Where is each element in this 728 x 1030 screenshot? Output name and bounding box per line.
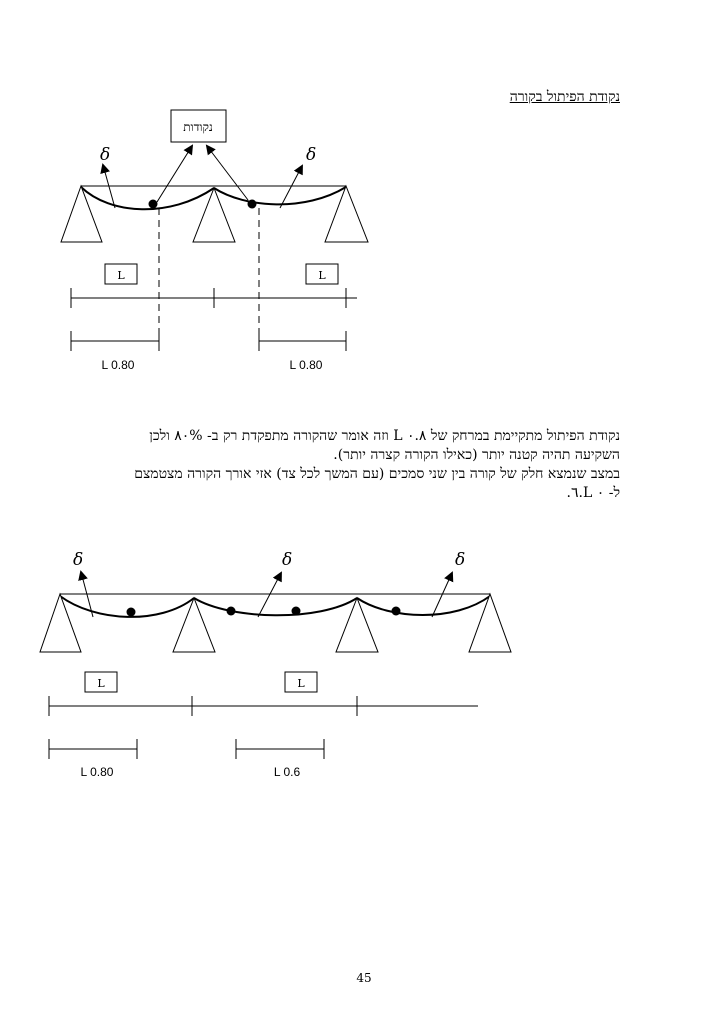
span-label: L [117,269,125,282]
inflection-point-marker [292,607,301,616]
paragraph-line: השקיעה תהיה קטנה יותר (כאילו הקורה קצרה יותר). [333,447,620,463]
deflection-curve [214,187,346,204]
inflection-point-marker [248,200,257,209]
inflection-point-marker [392,607,401,616]
delta-symbol: δ [306,145,317,165]
diagram-2 [40,550,511,779]
deflection-curve [357,596,490,615]
delta-arrow [258,573,281,617]
support-triangle [61,186,102,242]
paragraph-line: ל- L ۰.٦. [566,485,620,501]
support-triangle [40,594,81,652]
deflection-curve [81,187,214,209]
span-label: L [97,677,105,690]
delta-symbol: δ [282,550,293,570]
delta-arrow [280,166,302,208]
paragraph-line: נקודת הפיתול מתקיימת במרחק של L ۰.۸ וזה אומר שהקורה מתפקדת רק ב- ۸۰% ולכן [149,428,620,444]
explanation-paragraph [100,427,620,503]
delta-symbol: δ [455,550,466,570]
delta-arrow [432,573,452,617]
dimension-label: L 0.80 [101,358,135,372]
inflection-point-marker [227,607,236,616]
dimension-label: L 0.6 [273,765,301,779]
dimension-label: L 0.80 [289,358,323,372]
inflection-point-marker [149,200,158,209]
inflection-point-marker [127,608,136,617]
section-heading: נקודת הפיתול בקורה [509,89,620,105]
paragraph-line: במצב שנמצא חלק של קורה בין שני סמכים (עם המשך לכל צד) אזי אורך הקורה מצטמצם [134,466,620,482]
span-label: L [318,269,326,282]
span-label: L [297,677,305,690]
diagram-1 [61,110,368,372]
delta-symbol: δ [73,550,84,570]
dimension-label: L 0.80 [80,765,114,779]
deflection-curve [194,598,357,615]
inflection-points-label: נקודות [183,120,213,134]
page-number: 45 [356,971,372,985]
support-triangle [469,594,511,652]
pointer-arrow [157,146,192,202]
delta-symbol: δ [100,145,111,165]
